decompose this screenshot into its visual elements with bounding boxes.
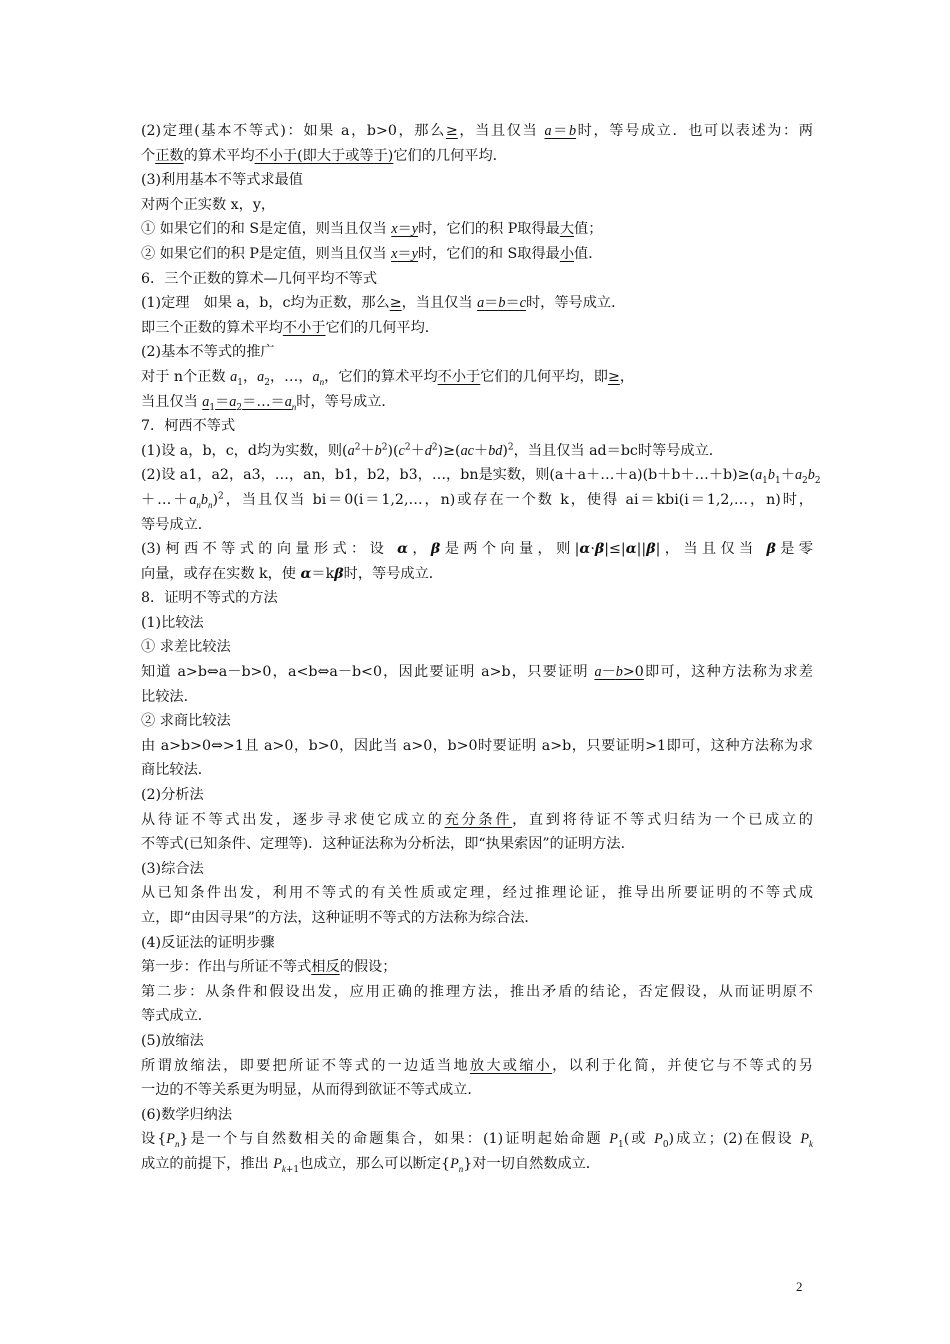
text-line: 从待证不等式出发，逐步寻求使它成立的充分条件，直到将待证不等式归结为一个已成立的 (141, 811, 813, 828)
text-line: (1)定理 如果 a，b，c均为正数，那么≥，当且仅当 a＝b＝c时，等号成立． (141, 295, 626, 312)
document-body (141, 119, 821, 1177)
text-line: 即三个正数的算术平均不小于它们的几何平均． (141, 319, 439, 336)
text-line: 知道 a>b⇔a－b>0，a<b⇔a－b<0，因此要证明 a>b，只要证明 a－b>0即可，这种方法称为求差 (141, 664, 813, 681)
text-line: 7．柯西不等式 (141, 418, 236, 435)
text-line: 个正数的算术平均不小于(即大于或等于)它们的几何平均． (141, 147, 507, 164)
text-line: 第二步：从条件和假设出发，应用正确的推理方法，推出矛盾的结论，否定假设，从而证明原不 (141, 983, 813, 1000)
text-line: 对两个正实数 x，y， (141, 196, 276, 213)
text-line: (1)设 a，b，c，d均为实数，则$(a^2+b^2)(c^2+d^2)\ge(ac+bd)^2$，当且仅当 ad＝bc时等号成立． (141, 441, 723, 459)
text-line: 6．三个正数的算术—几何平均不等式 (141, 270, 378, 287)
text-line: (3)利用基本不等式求最值 (141, 172, 303, 189)
text-line: 等号成立． (141, 516, 212, 533)
text-line: (1)比较法 (141, 614, 204, 631)
text-line: 向量，或存在实数 k，使 α＝kβ时，等号成立． (141, 565, 443, 582)
text-line: 商比较法． (141, 762, 212, 779)
text-line: 一边的不等关系更为明显，从而得到欲证不等式成立． (141, 1082, 482, 1099)
text-line: (2)定理(基本不等式)：如果 a，b>0，那么≥，当且仅当 a＝b时，等号成立．也可以表述为：两 (141, 123, 813, 139)
text-line: 由 a>b>0⇔>1且 a>0，b>0，因此当 a>0，b>0时要证明 a>b，只要证明>1即可，这种方法称为求 (141, 737, 813, 754)
text-line: 从已知条件出发，利用不等式的有关性质或定理，经过推理论证，推导出所要证明的不等式成 (141, 885, 813, 902)
text-line: 所谓放缩法，即要把所证不等式的一边适当地放大或缩小，以利于化简，并使它与不等式的另 (141, 1057, 813, 1074)
text-line: (4)反证法的证明步骤 (141, 934, 275, 951)
text-line: 成立的前提下，推出 $P_{k+1}$也成立，那么可以断定$\{P_n\}$对一切自然数成立． (141, 1155, 600, 1175)
text-line: (5)放缩法 (141, 1032, 204, 1049)
text-line: ① 如果它们的和 S是定值，则当且仅当 x＝y时，它们的积 P取得最大值； (141, 221, 603, 238)
text-line: 等式成立． (141, 1008, 212, 1025)
text-line: (2)分析法 (141, 787, 204, 804)
text-line: ② 求商比较法 (141, 713, 231, 730)
text-line: (2)基本不等式的推广 (141, 344, 275, 361)
text-line: 不等式(已知条件、定理等)．这种证法称为分析法，即“执果索因”的证明方法． (141, 836, 635, 853)
text-line: 对于 n个正数 $a_1$，$a_2$，…，$a_n$，它们的算术平均不小于它们的几何平均，即≥， (141, 368, 635, 388)
text-line: (3)柯西不等式的向量形式：设 α，β是两个向量，则|α·β|≤|α||β|，当且仅当 β是零 (141, 541, 813, 558)
text-line: ① 求差比较法 (141, 639, 231, 656)
text-line: ② 如果它们的积 P是定值，则当且仅当 x＝y时，它们的和 S取得最小值． (141, 245, 603, 262)
text-line: (3)综合法 (141, 860, 204, 877)
text-line: 8．证明不等式的方法 (141, 590, 278, 607)
text-line: $+\dots+a_nb_n)^2$，当且仅当 bi＝0(i＝1,2,…，n)或存在一个数 k，使得 ai＝kbi(i＝1,2,…，n)时， (141, 491, 813, 510)
text-line: 第一步：作出与所证不等式相反的假设； (141, 959, 397, 976)
text-line: 当且仅当 $a_1=a_2=\dots=a_n$时，等号成立． (141, 393, 396, 413)
text-line: (2)设 a1，a2，a3，…，an，b1，b2，b3，…，bn是实数，则$(a+a+\dots+a)(b+b+\dots+b)\ge(a_1b_1+a_2b_2$ (141, 467, 821, 487)
text-line: 比较法． (141, 688, 198, 705)
text-line: (6)数学归纳法 (141, 1106, 233, 1123)
page-number: 2 (796, 1279, 803, 1294)
text-line: 设$\{P_n\}$是一个与自然数相关的命题集合，如果：(1)证明起始命题 $P_1$(或 $P_0$)成立；(2)在假设 $P_k$ (141, 1131, 813, 1151)
text-line: 立，即“由因寻果”的方法，这种证明不等式的方法称为综合法． (141, 910, 539, 926)
